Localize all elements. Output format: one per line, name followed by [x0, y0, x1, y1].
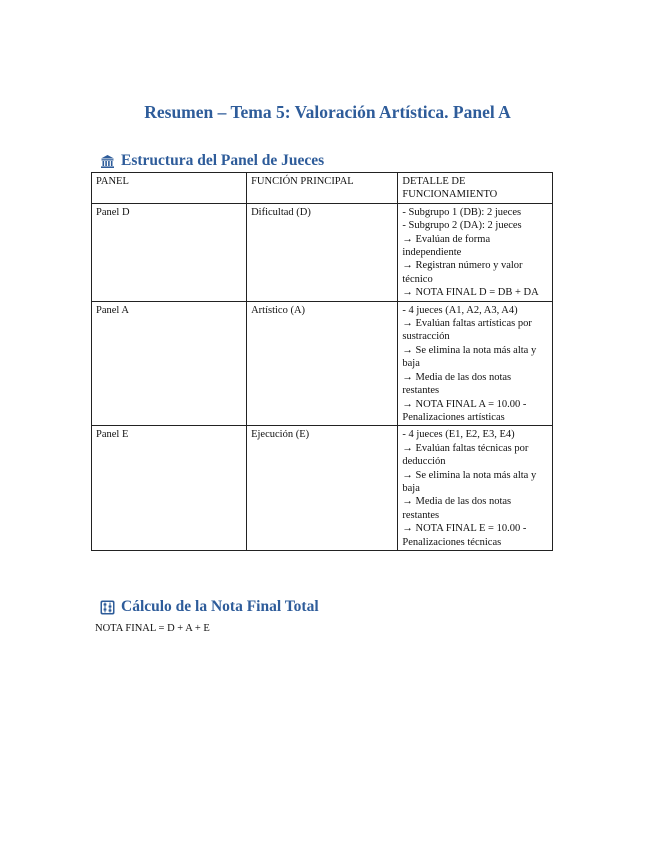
function-cell: Ejecución (E) [247, 426, 398, 551]
detail-line: - Subgrupo 1 (DB): 2 jueces [402, 206, 522, 218]
table-header-row [92, 173, 553, 204]
section-heading-text: Cálculo de la Nota Final Total [121, 598, 319, 615]
section-heading-text: Estructura del Panel de Jueces [121, 152, 325, 169]
column-header: FUNCIÓN PRINCIPAL [247, 173, 398, 204]
detail-line: → Se elimina la nota más alta y baja [402, 344, 537, 370]
function-cell: Dificultad (D) [247, 203, 398, 301]
table-row [92, 426, 553, 551]
function-cell: Artístico (A) [247, 301, 398, 426]
page-title: Resumen – Tema 5: Valoración Artística. Panel A [144, 102, 511, 122]
detail-line: - Subgrupo 2 (DA): 2 jueces [402, 220, 522, 232]
judges-panel-table [91, 172, 553, 551]
detail-cell [398, 426, 553, 551]
section-heading-final-score [100, 598, 319, 616]
detail-line: → Registran número y valor técnico [402, 260, 523, 285]
detail-line: → Evalúan de forma independiente [402, 233, 491, 259]
detail-line: → Media de las dos notas restantes [402, 371, 512, 397]
panel-cell: Panel D [92, 203, 247, 301]
table-row [92, 203, 553, 301]
detail-line: → NOTA FINAL A = 10.00 - Penalizaciones artísticas [402, 398, 527, 423]
detail-line: → NOTA FINAL E = 10.00 - Penalizaciones técnicas [402, 523, 527, 548]
detail-line: → Se elimina la nota más alta y baja [402, 469, 537, 494]
detail-line: - 4 jueces (E1, E2, E3, E4) [402, 429, 515, 441]
detail-line: → Media de las dos notas restantes [402, 496, 512, 521]
column-header: PANEL [92, 173, 247, 204]
detail-cell [398, 301, 553, 426]
detail-line: → NOTA FINAL D = DB + DA [402, 287, 539, 299]
final-score-formula: NOTA FINAL = D + A + E [95, 623, 210, 634]
panel-cell: Panel E [92, 426, 247, 551]
abacus-icon [100, 600, 115, 615]
detail-line: → Evalúan faltas técnicas por deducción [402, 442, 529, 468]
detail-cell [398, 203, 553, 301]
section-heading-panel-structure [100, 152, 324, 170]
panel-cell: Panel A [92, 301, 247, 426]
detail-line: → Evalúan faltas artísticas por sustracción [402, 318, 532, 343]
detail-line: - 4 jueces (A1, A2, A3, A4) [402, 304, 518, 316]
column-header: DETALLE DE FUNCIONAMIENTO [398, 173, 553, 204]
table-row [92, 301, 553, 426]
classical-building-icon [100, 154, 115, 169]
